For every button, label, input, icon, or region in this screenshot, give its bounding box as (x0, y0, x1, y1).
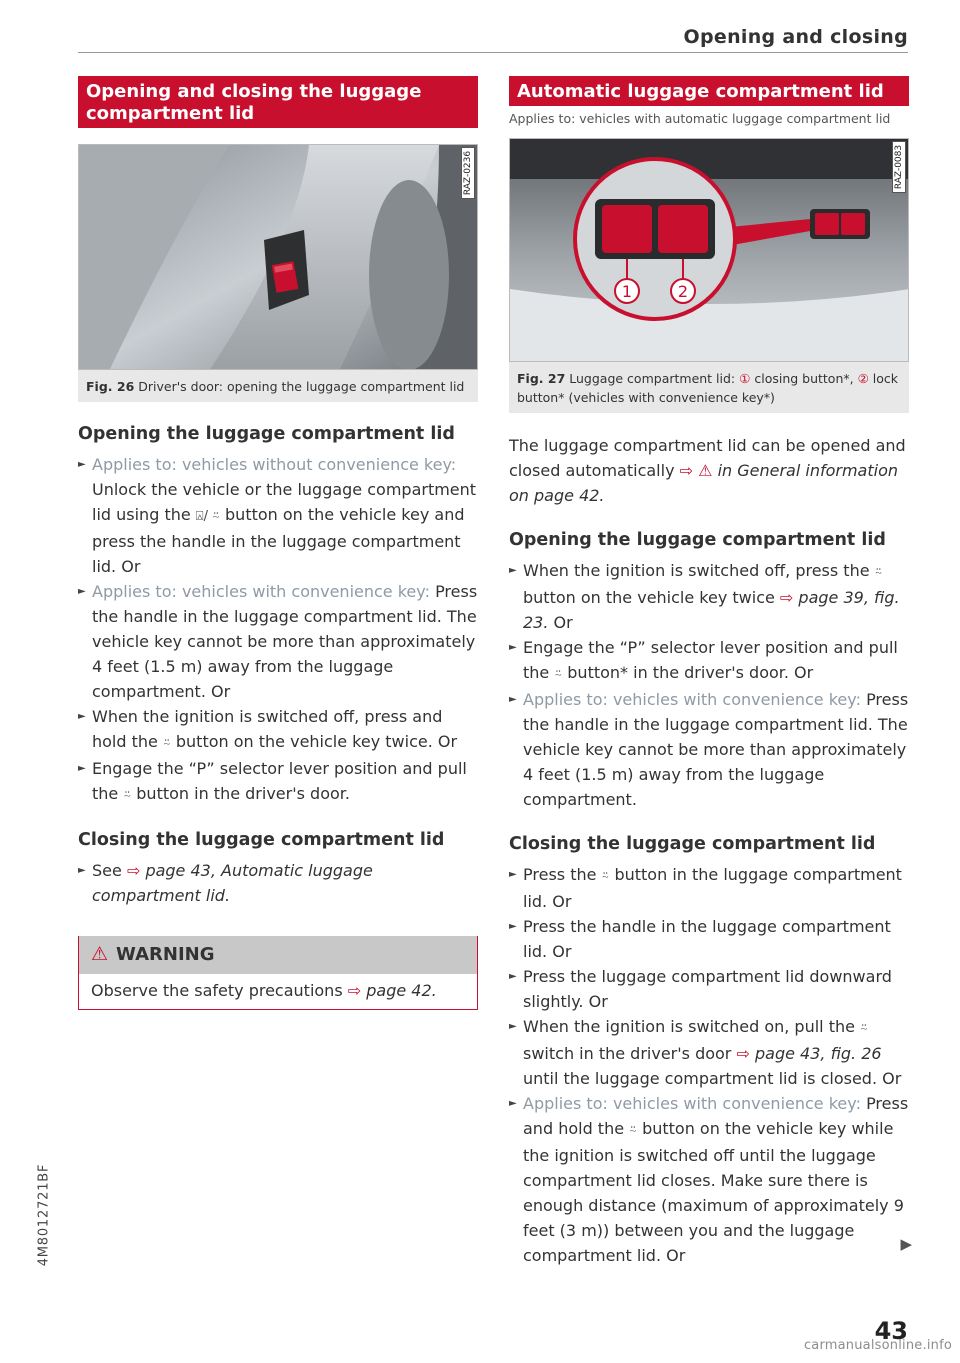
document-code: 4M8012721BF (36, 1163, 52, 1267)
left-column (78, 76, 478, 1010)
trunk-2x-icon: ⍨ (874, 565, 883, 580)
unlock-trunk-icon: ⍓/ ⍨ (195, 509, 220, 524)
right-column (509, 76, 909, 1268)
door-photo (78, 144, 478, 370)
trunk-2x-icon: ⍨ (629, 1123, 637, 1138)
list-item: ► Applies to: vehicles with convenience key: Press the handle in the luggage compartment lid. The vehicle key cannot be more than approximately 4 feet (1.5 m) away from the luggage compartment. (509, 687, 909, 812)
bullet-icon: ► (78, 586, 86, 597)
section-title-band: Opening and closing the luggage compartment lid (78, 76, 478, 128)
trunk-icon: ⍨ (123, 788, 132, 803)
figure-27 (509, 138, 909, 413)
subheading-opening: Opening the luggage compartment lid (78, 424, 455, 444)
list-item: ► Press the handle in the luggage compartment lid. Or (509, 914, 909, 964)
bullet-icon: ► (78, 459, 86, 470)
subheading-closing: Closing the luggage compartment lid (509, 834, 876, 854)
bullet-icon: ► (509, 694, 517, 705)
header-rule (78, 52, 908, 53)
list-item: ► Press the ⍨ button in the luggage compartment lid. Or (509, 862, 909, 914)
trunk-illustration (510, 139, 909, 362)
applies-to-note: Applies to: vehicles with automatic luggage compartment lid (509, 111, 891, 126)
list-item: ► When the ignition is switched off, press the ⍨ button on the vehicle key twice ⇨ page 39, fig. 23. Or (509, 558, 909, 635)
warning-header: ⚠ WARNING (79, 936, 477, 974)
bullet-icon: ► (78, 763, 86, 774)
cross-reference-link[interactable]: page 43, fig. 26 (754, 1044, 882, 1063)
callout-1: 1 (621, 282, 633, 301)
intro-paragraph: The luggage compartment lid can be opened and closed automatically ⇨ ⚠ in General information on page 42. (509, 436, 906, 505)
cross-reference-link[interactable]: page 39, fig. 23. (523, 588, 900, 632)
arrow-right-icon: ⇨ (679, 461, 694, 480)
figure-26 (78, 144, 478, 402)
warning-text: Observe the safety precautions ⇨ page 42. (91, 981, 437, 1000)
list-item: ► Engage the “P” selector lever position and pull the ⍨ button* in the driver's door. Or (509, 635, 909, 687)
continue-arrow-icon: ▶ (900, 1235, 912, 1253)
figure-caption: Fig. 26 Driver's door: opening the luggage compartment lid (78, 370, 478, 402)
figure-code-tag: RAZ-0236 (461, 147, 475, 199)
bullet-icon: ► (78, 865, 86, 876)
bullet-icon: ► (509, 565, 517, 576)
bullet-icon: ► (509, 1021, 517, 1032)
bullet-icon: ► (78, 711, 86, 722)
callout-2: 2 (677, 282, 689, 301)
figure-caption: Fig. 27 Luggage compartment lid: ① closing button*, ② lock button* (vehicles with convenience key*) (509, 362, 909, 413)
list-item: ► Press the luggage compartment lid downward slightly. Or (509, 964, 909, 1014)
trunk-icon: ⍨ (554, 667, 563, 682)
list-item: ► When the ignition is switched on, pull the ⍨ switch in the driver's door ⇨ page 43, fig. 26 until the luggage compartment lid is closed. Or (509, 1014, 909, 1091)
list-item: ► Applies to: vehicles with convenience key: Press the handle in the luggage compartment lid. The vehicle key cannot be more than approximately 4 feet (1.5 m) away from the luggage compartment. Or (78, 579, 478, 704)
bullet-icon: ► (509, 971, 517, 982)
warning-box (78, 936, 478, 1010)
list-item: ► See ⇨ page 43, Automatic luggage compartment lid. (78, 858, 478, 908)
arrow-right-icon: ⇨ (779, 588, 794, 607)
list-item: ► Engage the “P” selector lever position and pull the ⍨ button in the driver's door. (78, 756, 478, 808)
watermark: carmanualsonline.info (803, 1338, 952, 1353)
opening-steps (78, 452, 478, 808)
bullet-icon: ► (509, 642, 517, 653)
opening-steps (509, 558, 909, 812)
bullet-icon: ► (509, 869, 517, 880)
bullet-icon: ► (509, 921, 517, 932)
bullet-icon: ► (509, 1098, 517, 1109)
warning-triangle-icon: ⚠ (698, 461, 713, 480)
figure-code-tag: RAZ-0083 (892, 141, 906, 193)
closing-steps (78, 858, 478, 908)
cross-reference-link[interactable]: page 43, Automatic luggage compartment lid. (92, 861, 373, 905)
running-header: Opening and closing (683, 26, 908, 48)
closing-steps (509, 862, 909, 1268)
door-illustration (79, 145, 478, 370)
cross-reference-link[interactable]: page 42. (366, 981, 437, 1000)
section-title-band: Automatic luggage compartment lid (509, 76, 909, 106)
callout-ref-1: ① (739, 371, 751, 386)
list-item: ► Applies to: vehicles with convenience key: Press and hold the ⍨ button on the vehicle key while the ignition is switched off until the luggage compartment lid closes. Make sure there is enough distance (maximum of approximately 9 feet (3 m)) between you and the luggage compartment lid. Or (509, 1091, 909, 1268)
trunk-icon: ⍨ (860, 1021, 868, 1036)
arrow-right-icon: ⇨ (736, 1044, 750, 1063)
trunk-2x-icon: ⍨ (162, 736, 171, 751)
cross-reference-link[interactable]: in General information on page 42. (509, 461, 898, 505)
list-item: ► When the ignition is switched off, press and hold the ⍨ button on the vehicle key twice. Or (78, 704, 478, 756)
subheading-opening: Opening the luggage compartment lid (509, 530, 886, 550)
callout-ref-2: ② (857, 371, 869, 386)
arrow-right-icon: ⇨ (347, 981, 362, 1000)
trunk-icon: ⍨ (601, 869, 610, 884)
warning-triangle-icon: ⚠ (91, 943, 109, 965)
trunk-lid-photo (509, 138, 909, 362)
subheading-closing: Closing the luggage compartment lid (78, 830, 445, 850)
page-number: 43 (874, 1317, 908, 1345)
arrow-right-icon: ⇨ (126, 861, 141, 880)
list-item: ► Applies to: vehicles without convenience key: Unlock the vehicle or the luggage compartment lid using the ⍓/ ⍨ button on the vehicle key and press the handle in the luggage compartment lid. Or (78, 452, 478, 579)
